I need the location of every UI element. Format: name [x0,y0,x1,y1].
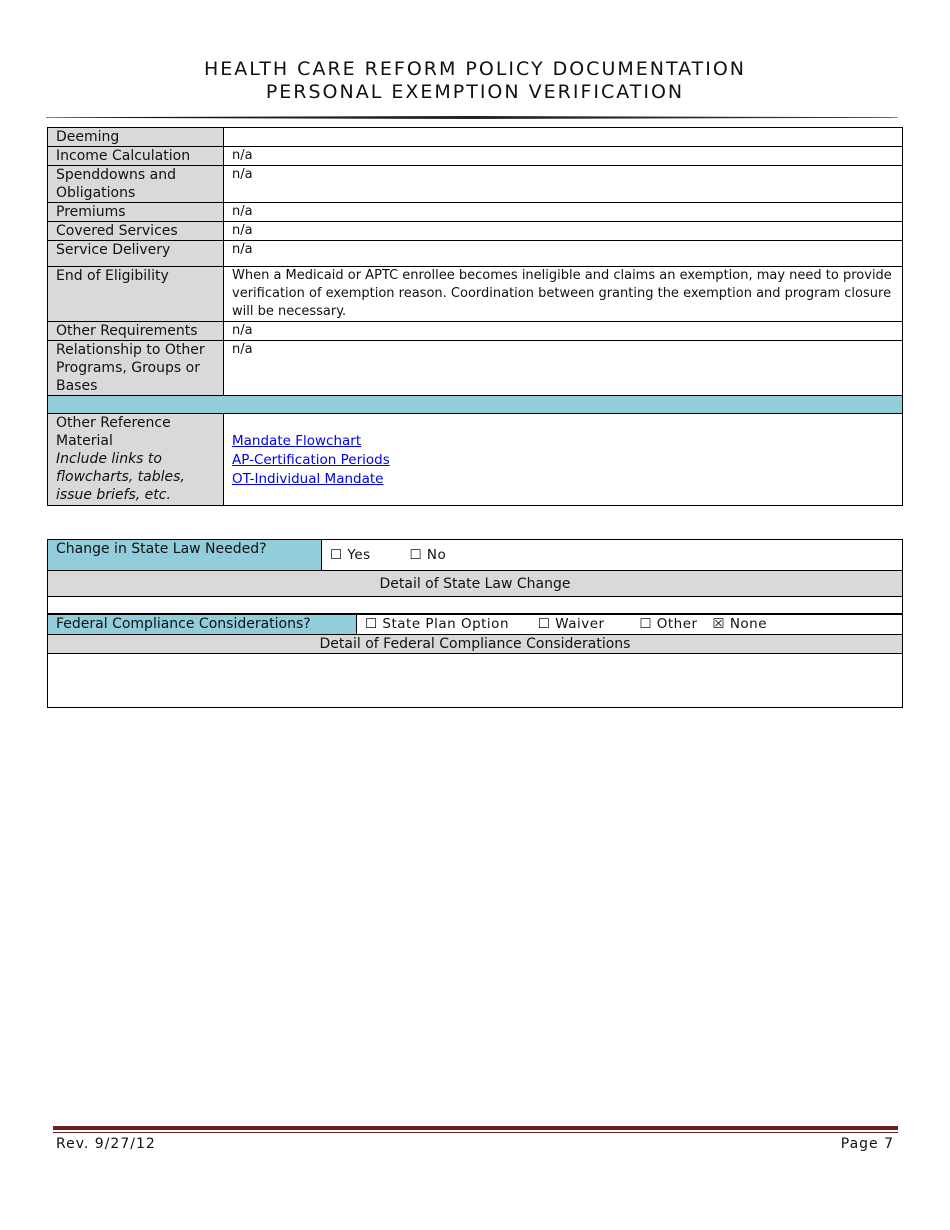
row-value: When a Medicaid or APTC enrollee becomes ineligible and claims an exemption, may need to provide verification of exemption reason. Coordination between granting the exemption and program closure will be necessary. [224,267,903,322]
row-value: n/a [224,222,903,241]
row-value: n/a [224,203,903,222]
footer-divider [53,1126,898,1133]
checkbox-icon: ☐ [365,616,378,632]
federal-compliance-options [357,615,903,635]
state-law-detail-header: Detail of State Law Change [48,571,903,597]
ot-individual-mandate-link[interactable]: OT-Individual Mandate [232,471,384,487]
reference-links-cell [224,414,903,506]
state-law-question: Change in State Law Needed? [48,540,322,571]
table-row [48,222,903,241]
table-row [48,147,903,166]
table-row [48,341,903,396]
table-row [48,241,903,267]
checkbox-icon: ☐ [537,616,551,632]
checked-checkbox-icon: ☒ [712,616,726,632]
federal-compliance-question: Federal Compliance Considerations? [48,615,357,635]
other-label: Other [656,616,698,632]
table-row [48,203,903,222]
document-subtitle: PERSONAL EXEMPTION VERIFICATION [265,81,685,103]
federal-compliance-row [48,615,903,635]
row-label: Spenddowns and Obligations [48,166,224,203]
table-row [48,166,903,203]
row-value: n/a [224,147,903,166]
row-label: Income Calculation [48,147,224,166]
federal-detail-field[interactable] [48,654,903,708]
revision-date: Rev. 9/27/12 [56,1136,156,1152]
row-label: Premiums [48,203,224,222]
row-label: Other Requirements [48,322,224,341]
state-law-options [322,540,903,571]
none-checkbox[interactable] [712,615,767,633]
checkbox-icon: ☐ [639,616,652,632]
no-label: No [426,547,447,563]
page-number: Page 7 [840,1136,894,1152]
row-value: n/a [224,166,903,203]
row-label: Relationship to Other Programs, Groups or Bases [48,341,224,396]
table-row [48,128,903,147]
federal-detail-row [48,654,903,708]
federal-detail-header-row [48,635,903,654]
reference-row [48,414,903,506]
other-checkbox[interactable] [639,615,697,633]
policy-table [47,127,903,506]
checkbox-icon: ☐ [409,547,423,563]
header-divider [46,116,898,119]
row-label: Covered Services [48,222,224,241]
checkbox-icon: ☐ [330,547,343,563]
state-law-detail-header-row [48,571,903,597]
state-plan-option-label: State Plan Option [382,616,509,632]
no-checkbox[interactable] [410,546,447,564]
row-value: n/a [224,241,903,267]
state-plan-option-checkbox[interactable] [365,615,509,633]
section-separator-row [48,396,903,414]
state-law-row [48,540,903,571]
row-label: Deeming [48,128,224,147]
yes-checkbox[interactable] [330,546,371,564]
table-row [48,267,903,322]
federal-detail-header: Detail of Federal Compliance Considerations [48,635,903,654]
row-value [224,128,903,147]
state-law-detail-field[interactable] [48,597,903,614]
row-label: End of Eligibility [48,267,224,322]
waiver-checkbox[interactable] [538,615,605,633]
mandate-flowchart-link[interactable]: Mandate Flowchart [232,433,362,449]
separator-cell [48,396,903,414]
row-label: Service Delivery [48,241,224,267]
ap-certification-periods-link[interactable]: AP-Certification Periods [232,452,390,468]
none-label: None [729,616,768,632]
document-title: HEALTH CARE REFORM POLICY DOCUMENTATION [203,58,746,80]
reference-label-cell [48,414,224,506]
reference-label: Other Reference Material [56,415,171,449]
page-header [0,58,950,104]
state-law-detail-row [48,597,903,614]
table-row [48,322,903,341]
yes-label: Yes [347,547,371,563]
federal-compliance-table [47,614,903,708]
reference-note: Include links to flowcharts, tables, issue briefs, etc. [56,451,185,503]
state-law-table [47,539,903,614]
row-value: n/a [224,341,903,396]
waiver-label: Waiver [555,616,605,632]
row-value: n/a [224,322,903,341]
